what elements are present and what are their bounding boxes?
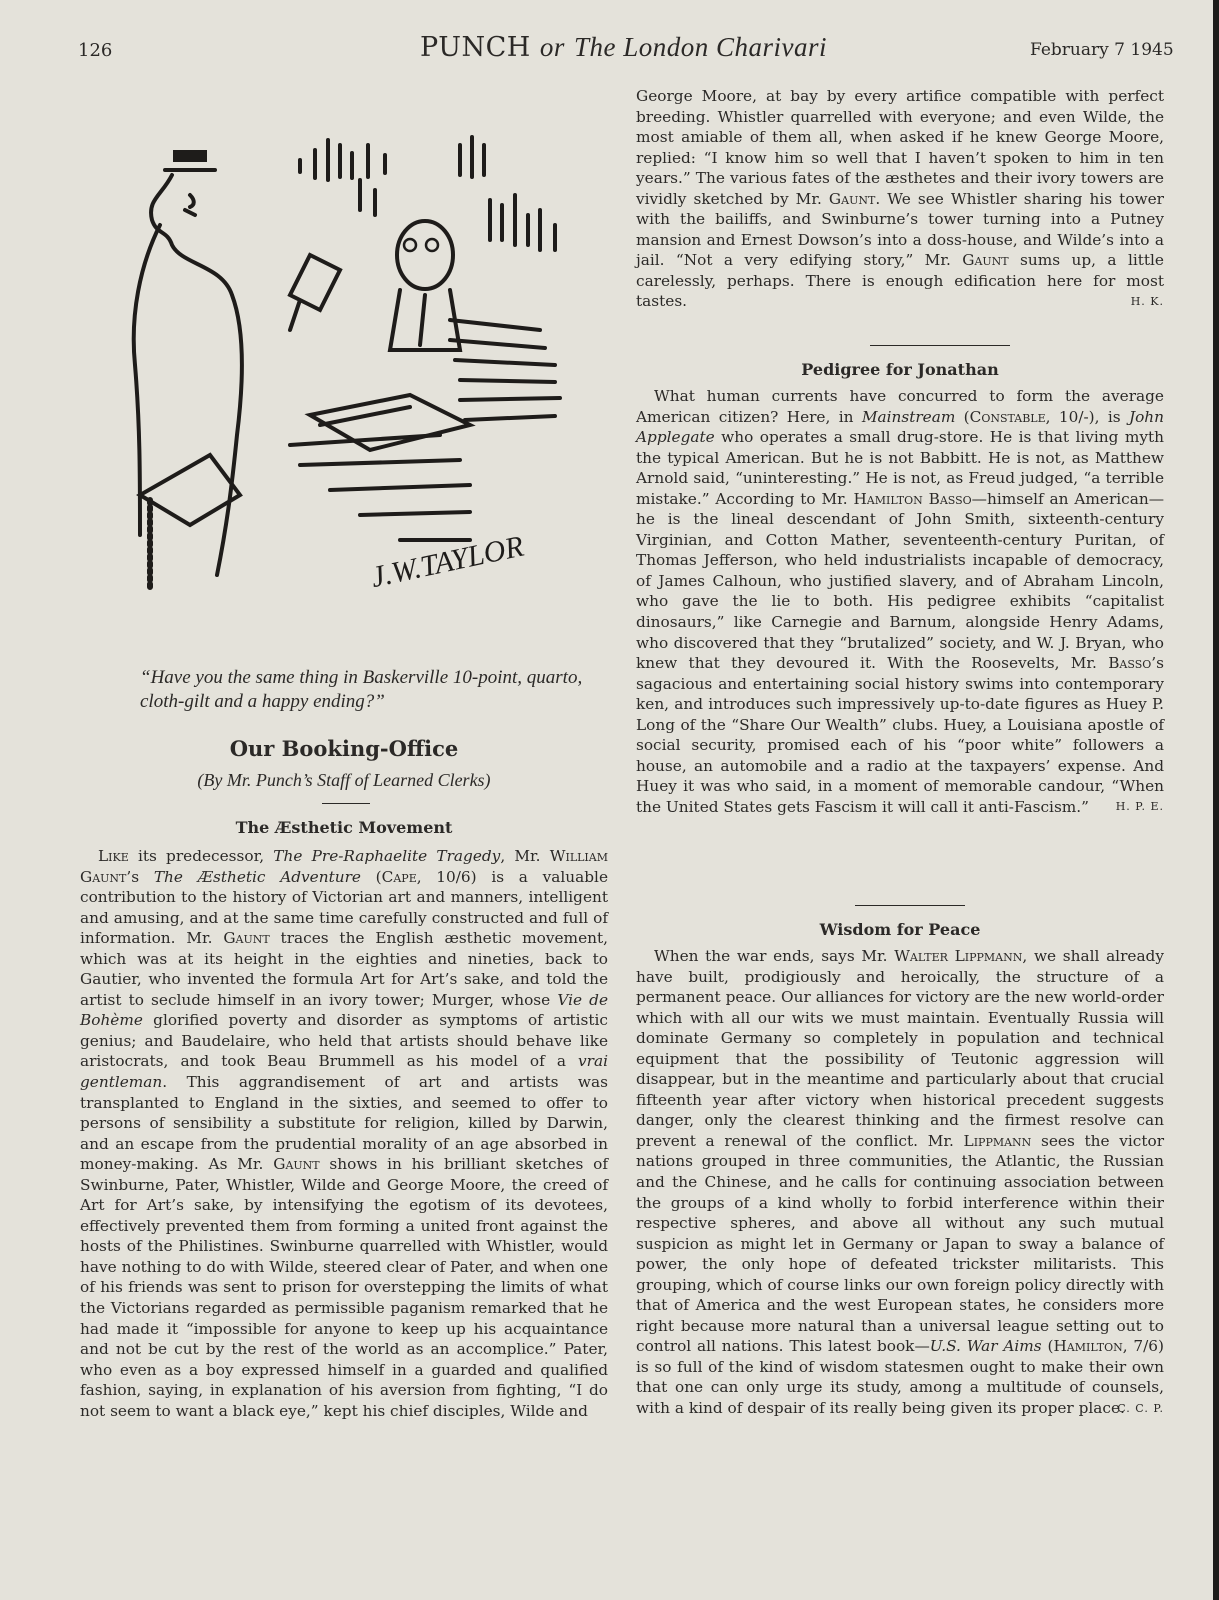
reviewer-initials: H. K. xyxy=(1130,295,1164,309)
review-body xyxy=(636,946,1164,1419)
text-run: George Moore, at bay by every artifice compatible with perfect breeding. Whistler quarrelled with everyone; and even Wilde, the most amiable of them all, when asked if he knew George Moore, replied: “I know him so well that I haven’t spoken to him in ten years.” The various fates of the æsthetes and their ivory towers are vividly sketched by Mr. xyxy=(636,87,1164,208)
text-run: , 10/-), is xyxy=(1045,407,1129,426)
reviewer-initials: H. P. E. xyxy=(1115,800,1164,814)
italic-title: U.S. War Aims xyxy=(929,1337,1042,1356)
review-body xyxy=(636,386,1164,817)
small-caps-name: Gaunt xyxy=(962,251,1009,270)
italic-title: vrai gentleman xyxy=(80,1052,608,1092)
text-run: sees the victor nations grouped in three communities, the Atlantic, the Russian and the Chinese, and he calls for continuing association between the groups of a kind wholly to forbid interference within their respective spheres, and above all without any such mutual suspicion as might let in Germany or Japan to sway a balance of power, the only hope of defeated trickster militarists. This grouping, which of course links our own foreign policy directly with that of America and the west European states, he considers more right because more natural than a universal league setting out to control all nations. This latest book— xyxy=(636,1131,1165,1356)
small-caps-name: Gaunt xyxy=(828,189,876,208)
review-pedigree-for-jonathan xyxy=(636,386,1164,818)
italic-title: The Æsthetic Adventure xyxy=(153,867,361,886)
review-heading: Pedigree for Jonathan xyxy=(801,360,999,379)
text-run: sums up, a little carelessly, perhaps. There is enough edification here for most tastes. xyxy=(636,251,1164,311)
text-run: . This aggrandisement of art and artists was transplanted to England in the sixties, and seemed to offer to persons of sensibility a substitute for religion, killed by Darwin, and an escape from the prudential morality of an age absorbed in money-making. As Mr. xyxy=(80,1073,608,1174)
small-caps-name: Gaunt xyxy=(273,1155,320,1174)
divider xyxy=(870,345,1010,346)
review-wisdom-for-peace xyxy=(636,946,1164,1419)
text-run: ’s xyxy=(126,867,154,886)
cartoon-illustration xyxy=(100,115,600,615)
small-caps-name: William Gaunt xyxy=(80,847,608,886)
text-run: ’s sagacious and entertaining social history swims into contemporary ken, and introduces such impressively up-to-date figures as Huey P. Long of the “Share Our Wealth” clubs. Huey, a Louisiana apostle of social security, promised each of his “poor white” followers a house, an automobile and a radio at the taxpayers’ expense. And Huey it was who said, in a moment of memorable candour, “When the United States gets Fascism it will call it anti-Fascism.” xyxy=(636,654,1164,816)
page-number: 126 xyxy=(78,40,113,61)
text-run: ( xyxy=(360,867,382,886)
stacked-books xyxy=(290,320,560,540)
review-aesthetic-movement xyxy=(80,846,608,1421)
text-run: What human currents have concurred to form the average American citizen? Here, in xyxy=(636,387,1164,426)
text-run: , 7/6) is so full of the kind of wisdom statesmen ought to make their own that one can only urge its study, among a multitude of counsels, with a kind of despair of its really being given its proper place. xyxy=(636,1337,1164,1418)
review-heading: Wisdom for Peace xyxy=(819,920,981,939)
masthead-sub: The London Charivari xyxy=(573,32,828,62)
text-run: —himself an American—he is the lineal descendant of John Smith, sixteenth-century Virginian, and Cotton Mather, seventeenth-century Puritan, of Thomas Jefferson, who held industrialists incapable of democracy, of James Calhoun, who justified slavery, and of Abraham Lincoln, who gave the lie to both. His pedigree exhibits “capitalist dinosaurs,” like Carnegie and Barnum, alongside Henry Adams, who discovered that they “brutalized” society, and W. J. Bryan, who knew that they devoured it. With the Roosevelts, Mr. xyxy=(636,489,1164,673)
review-heading: The Æsthetic Movement xyxy=(235,818,453,837)
small-caps-name: Lippmann xyxy=(963,1131,1032,1150)
text-run: who operates a small drug-store. He is that living myth the typical American. But he is not Babbitt. He is not, as Matthew Arnold said, “uninteresting.” He is not, as Freud judged, “a terrible mistake.” According to Mr. xyxy=(636,428,1164,508)
reviewer-initials: C. C. P. xyxy=(1117,1401,1164,1415)
review-body xyxy=(80,846,608,1421)
text-run: ( xyxy=(955,407,970,426)
text-run: its predecessor, xyxy=(128,847,274,865)
text-run: ( xyxy=(1041,1337,1054,1356)
issue-date: February 7 1945 xyxy=(1030,40,1174,60)
small-caps-name: Hamilton xyxy=(1053,1337,1123,1356)
text-run: . We see Whistler sharing his tower with the bailiffs, and Swinburne’s tower turning into a Putney mansion and Ernest Dowson’s into a doss-house, and Wilde’s into a jail. “Not a very edifying story,” Mr. xyxy=(636,189,1164,270)
text-run: shows in his brilliant sketches of Swinburne, Pater, Whistler, Wilde and George Moore, the creed of Art for Art’s sake, by intensifying the egotism of its devotees, effectively prevented them from forming a united front against the hosts of the Philistines. Swinburne quarrelled with Whistler, would have nothing to do with Wilde, steered clear of Pater, and when one of his friends was sent to prison for overstepping the limits of what the Victorians regarded as permissible paganism remarked that he had made it “impossible for anyone to keep up his acquaintance and not be cut by the rest of the world as an accomplice.” Pater, who even as a boy expressed himself in a guarded and qualified fashion, saying, in explanation of his aversion from fighting, “I do not seem to want a black eye,” kept his chief disciples, Wilde and xyxy=(80,1155,608,1420)
artist-signature: J.W.TAYLOR xyxy=(367,529,527,595)
motion-lines xyxy=(300,137,555,250)
divider xyxy=(855,905,965,906)
text-run: traces the English æsthetic movement, which was at its height in the eighties and nineties, back to Gautier, who invented the formula Art for Art’s sake, and told the artist to seclude himself in an ivory tower; Murger, whose xyxy=(80,929,608,1009)
review-body xyxy=(636,86,1164,312)
small-caps-name: Gaunt xyxy=(223,929,270,948)
section-title: Our Booking-Office xyxy=(229,736,459,761)
small-caps-name: Like xyxy=(98,847,129,865)
text-run: glorified poverty and disorder as symptoms of artistic genius; and Baudelaire, who held that artists should behave like aristocrats, and took Beau Brummell as his model of a xyxy=(80,1011,608,1071)
text-run: When the war ends, says Mr. xyxy=(654,947,895,965)
page-edge xyxy=(1213,0,1219,1600)
small-caps-name: Cape xyxy=(381,867,417,886)
small-caps-name: Constable xyxy=(969,407,1046,426)
small-caps-name: Basso xyxy=(1108,654,1152,673)
italic-title: Mainstream xyxy=(861,407,956,426)
divider xyxy=(322,803,370,804)
text-run: , 10/6) is a valuable contribution to the history of Victorian art and manners, intelligent and amusing, and at the same time carefully constructed and full of information. Mr. xyxy=(80,867,608,948)
masthead-main: PUNCH xyxy=(420,32,531,63)
text-run: , we shall already have built, prodigiously and heroically, the structure of a permanent peace. Our alliances for victory are the new world-order which with all our wits we must maintain. Eventually Russia will dominate Germany so completely in population and technical equipment that the possibility of Teutonic aggression will disappear, but in the meantime and particularly about that crucial fifteenth year after victory when historical precedent suggests danger, only the clearest thinking and the firmest resolve can prevent a renewal of the conflict. Mr. xyxy=(636,947,1164,1150)
masthead xyxy=(420,32,827,63)
cartoon-caption: “Have you the same thing in Baskerville 10-point, quarto, cloth-gilt and a happy ending?” xyxy=(140,667,583,712)
section-subtitle: (By Mr. Punch’s Staff of Learned Clerks) xyxy=(197,770,491,790)
small-caps-name: Walter Lippmann xyxy=(894,947,1023,965)
italic-title: Vie de Bohème xyxy=(80,990,608,1030)
review-continuation xyxy=(636,86,1164,313)
small-caps-name: Hamilton Basso xyxy=(853,489,972,508)
italic-title: John Applegate xyxy=(636,407,1164,447)
masthead-or: or xyxy=(539,32,565,62)
text-run: , Mr. xyxy=(500,847,550,865)
customer-figure xyxy=(134,152,242,590)
shopkeeper-figure xyxy=(290,221,460,350)
italic-title: The Pre-Raphaelite Tragedy xyxy=(273,847,501,865)
